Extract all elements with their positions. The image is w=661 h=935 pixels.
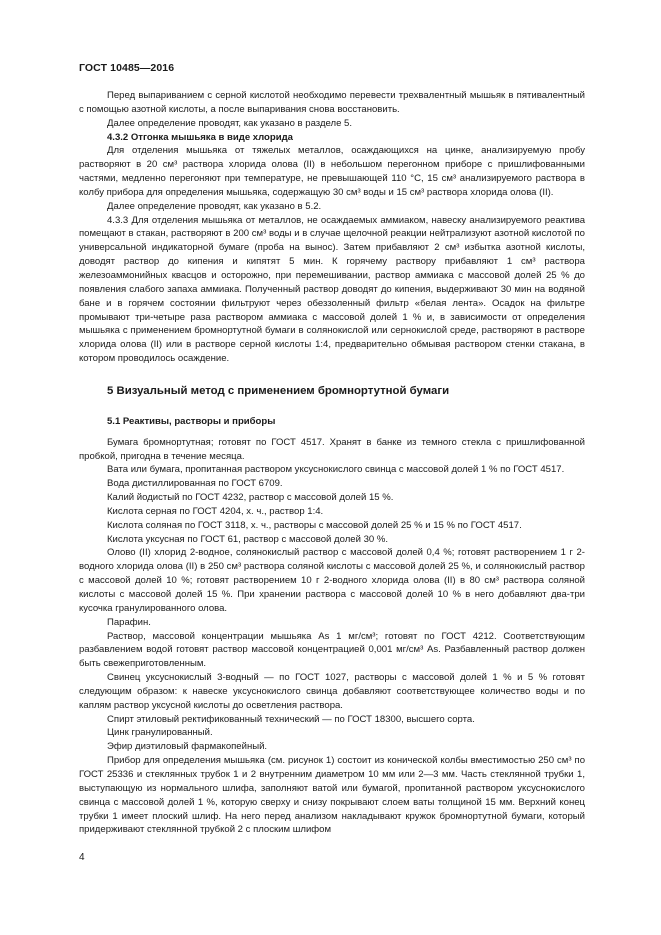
reagent-lead-acetate-cotton: Вата или бумага, пропитанная раствором уксуснокислого свинца с массовой долей 1 % по ГОСТ 4517. [107, 464, 565, 476]
document-body [79, 89, 585, 837]
subsection-heading-5-1: 5.1 Реактивы, растворы и приборы [107, 415, 276, 427]
reagent-granulated-zinc: Цинк гранулированный. [107, 727, 213, 739]
paragraph-chloride-distillation: Для отделения мышьяка от тяжелых металлов, осаждающихся на цинке, анализируемую пробу растворяют в 20 см³ раствора хлорида олова (II) в небольшом перегонном приборе с пришлифованными частями, медленно перегоняют при температуре, не превышающей 110 °С, 15 см³ анализируемого раствора в колбу прибора для определения мышьяка, содержащую 30 см³ воды и 15 см³ раствора хлорида олова (II). [79, 145, 585, 198]
reagent-arsenic-solution: Раствор, массовой концентрации мышьяка As 1 мг/см³; готовят по ГОСТ 4212. Соответствующим разбавлением водой готовят раствор массовой концентрацией 0,001 мг/см³ As. Разбавленный раствор должен быть свежеприготовленным. [79, 630, 585, 670]
reagent-diethyl-ether: Эфир диэтиловый фармакопейный. [107, 741, 268, 753]
paragraph-trivalent-arsenic: Перед выпариванием с серной кислотой необходимо перевести трехвалентный мышьяк в пятивалентный с помощью азотной кислоты, а после выпаривания снова восстановить. [79, 90, 585, 115]
reagent-ethyl-alcohol: Спирт этиловый ректификованный технический — по ГОСТ 18300, высшего сорта. [107, 713, 475, 725]
apparatus-description: Прибор для определения мышьяка (см. рисунок 1) состоит из конической колбы вместимостью 250 см³ по ГОСТ 25336 и стеклянных трубок 1 и 2 внутренним диаметром 10 мм или 2—3 мм. Часть стеклянной трубки 1, выступающую из нормального шлифа, заполняют ватой или бумагой, пропитанной раствором уксуснокислого свинца с массовой долей 1 %, которую сверху и снизу покрывают слоем ваты толщиной 15 мм. Верхний конец трубки 1 имеет плоский шлиф. На него перед анализом накладывают кружок бромнортутной бумаги, который придерживают стеклянной трубкой 2 с плоским шлифом [79, 755, 585, 836]
paragraph-see-5-2: Далее определение проводят, как указано в 5.2. [107, 200, 322, 212]
reagent-hydrochloric-acid: Кислота соляная по ГОСТ 3118, х. ч., растворы с массовой долей 25 % и 15 % по ГОСТ 4517. [107, 519, 522, 531]
subsection-heading-4-3-2: 4.3.2 Отгонка мышьяка в виде хлорида [107, 131, 293, 143]
document-header: ГОСТ 10485—2016 [79, 62, 175, 74]
reagent-sulfuric-acid: Кислота серная по ГОСТ 4204, х. ч., раствор 1:4. [107, 505, 324, 517]
reagent-distilled-water: Вода дистиллированная по ГОСТ 6709. [107, 478, 283, 490]
reagent-lead-acetate: Свинец уксуснокислый 3-водный — по ГОСТ 1027, растворы с массовой долей 1 % и 5 % готовят следующим образом: к навеске уксуснокислого свинца добавляют соответствующее количество воды и по каплям раствор уксусной кислоты до осветления раствора. [79, 672, 585, 711]
reagent-paraffin: Парафин. [107, 616, 151, 628]
paragraph-4-3-3: 4.3.3 Для отделения мышьяка от металлов, не осаждаемых аммиаком, навеску анализируемого реактива помещают в стакан, растворяют в 200 см³ воды и в случае щелочной реакции нейтрализуют азотной кислотой по универсальной индикаторной бумаге (проба на вынос). Затем прибавляют 2 см³ избытка азотной кислоты, доводят раствор до кипения и кипятят 5 мин. К горячему раствору прибавляют 1 см³ раствора железоаммонийных квасцов и осторожно, при перемешивании, раствор аммиака с массовой долей 25 % до появления слабого запаха аммиака. Полученный раствор доводят до кипения, выдерживают 30 мин на водяной бане и в горячем состоянии фильтруют через обеззоленный фильтр «белая лента». Осадок на фильтре промывают три-четыре раза раствором аммиака с массовой долей 1 % и, в зависимости от определения мышьяка с применением бромнортутной бумаги в солянокислой или сернокислой среде, растворяют в растворе хлорида олова (II) или в растворе серной кислоты 1:4, предварительно обмывая раствором стенки стакана, в котором проводилось осаждение. [79, 214, 585, 365]
reagent-bromomercury-paper: Бумага бромнортутная; готовят по ГОСТ 4517. Хранят в банке из темного стекла с пришлифованной пробкой, пригодна в течение месяца. [79, 436, 585, 462]
page-number: 4 [79, 852, 85, 863]
reagent-acetic-acid: Кислота уксусная по ГОСТ 61, раствор с массовой долей 30 %. [107, 533, 388, 545]
reagent-tin-chloride: Олово (II) хлорид 2-водное, солянокислый раствор с массовой долей 0,4 %; готовят растворением 1 г 2-водного хлорида олова (II) в 250 см³ раствора соляной кислоты с массовой долей 25 %, и солянокислый раствор с массовой долей 10 %; готовят растворением 10 г 2-водного хлорида олова (II) в 80 см³ раствора соляной кислоты с массовой долей 15 %. При хранении раствора с массовой долей 10 % в него добавляют два-три кусочка гранулированного олова. [79, 547, 585, 614]
paragraph-see-section-5: Далее определение проводят, как указано в разделе 5. [107, 117, 352, 129]
section-heading-5: 5 Визуальный метод с применением бромнортутной бумаги [107, 384, 450, 397]
reagent-potassium-iodide: Калий йодистый по ГОСТ 4232, раствор с массовой долей 15 %. [107, 492, 394, 504]
